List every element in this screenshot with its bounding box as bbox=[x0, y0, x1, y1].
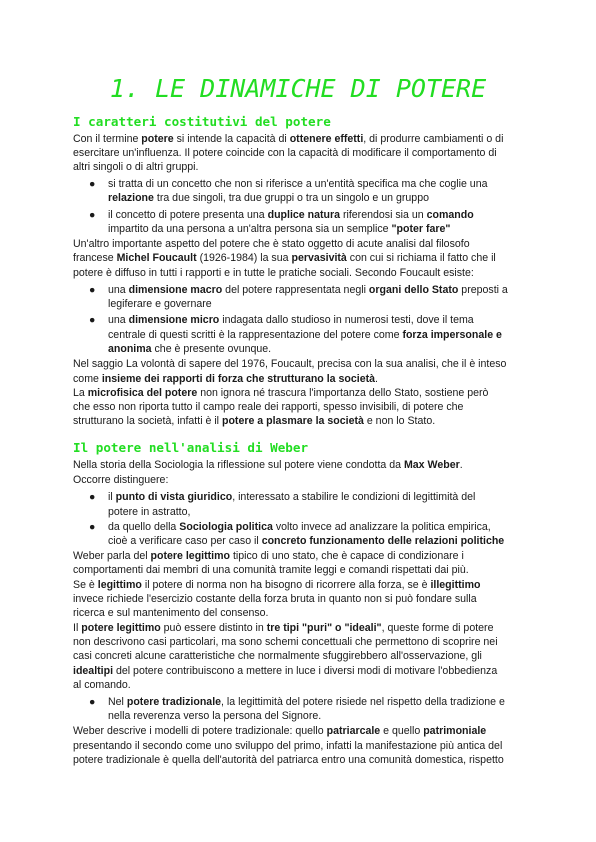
text-run: del potere rappresentata negli bbox=[222, 284, 369, 296]
text-run: . bbox=[375, 373, 378, 385]
bold-term: comando bbox=[426, 209, 474, 221]
text-run: potere in astratto, bbox=[108, 506, 191, 518]
paragraph-line bbox=[73, 621, 493, 635]
text-run: può essere distinto in bbox=[160, 622, 267, 634]
text-run: e non lo Stato. bbox=[363, 415, 436, 427]
text-run: , la legittimità del potere risiede nel rispetto della tradizione e bbox=[221, 696, 505, 708]
text-run: Se è bbox=[73, 579, 98, 591]
text-run: Il bbox=[73, 622, 82, 634]
text-run: invece richiede l'esercizio costante della forza bruta in quanto non si può fondare sulla bbox=[73, 593, 477, 605]
text-run: comportamenti dai membri di una comunità tramite leggi e comandi rispettati dai più. bbox=[73, 564, 469, 576]
bold-term: dimensione micro bbox=[128, 314, 220, 326]
paragraph-line bbox=[73, 753, 504, 767]
bold-term: dimensione macro bbox=[128, 284, 223, 296]
bold-term: ottenere effetti bbox=[289, 133, 364, 145]
bullet-icon: ● bbox=[89, 209, 96, 221]
section-heading-weber: Il potere nell'analisi di Weber bbox=[73, 440, 309, 455]
text-run: che è presente ovunque. bbox=[151, 343, 272, 355]
paragraph-line bbox=[73, 372, 378, 386]
bold-term: "poter fare" bbox=[391, 223, 451, 235]
text-run: come bbox=[73, 373, 102, 385]
text-run: Nella storia della Sociologia la riflessione sul potere viene condotta da bbox=[73, 459, 404, 471]
text-run: Weber descrive i modelli di potere tradizionale: quello bbox=[73, 725, 327, 737]
text-run: si tratta di un concetto che non si riferisce a un'entità specifica ma che coglie una bbox=[108, 178, 488, 190]
list-item-line bbox=[108, 709, 321, 723]
text-run: preposti a bbox=[458, 284, 508, 296]
paragraph-line bbox=[73, 678, 131, 692]
bold-term: patrimoniale bbox=[423, 725, 487, 737]
text-run: da quello della bbox=[108, 521, 180, 533]
paragraph-line bbox=[73, 357, 506, 371]
text-run: e quello bbox=[380, 725, 424, 737]
paragraph-line bbox=[73, 649, 482, 663]
list-item-line bbox=[108, 191, 429, 205]
bold-term: potere a plasmare la società bbox=[221, 415, 364, 427]
bold-term: duplice natura bbox=[267, 209, 341, 221]
text-run: con cui si richiama il fatto che il bbox=[346, 252, 496, 264]
bold-term: microfisica del potere bbox=[87, 387, 198, 399]
bold-term: illegittimo bbox=[430, 579, 481, 591]
bold-term: potere legittimo bbox=[150, 550, 231, 562]
text-run: Nel saggio La volontà di sapere del 1976, Foucault, precisa con la sua analisi, che il è inteso bbox=[73, 358, 507, 370]
list-item-line bbox=[108, 283, 508, 297]
text-run: tipico di uno stato, che è capace di condizionare i bbox=[230, 550, 464, 562]
text-run: il potere di norma non ha bisogno di ricorrere alla forza, se è bbox=[141, 579, 431, 591]
bold-term: potere bbox=[141, 133, 174, 145]
bold-term: concreto funzionamento delle relazioni politiche bbox=[261, 535, 505, 547]
paragraph-line bbox=[73, 160, 198, 174]
paragraph-line bbox=[73, 132, 503, 146]
text-run: al comando. bbox=[73, 679, 131, 691]
bold-term: insieme dei rapporti di forza che strutturano la società bbox=[101, 373, 376, 385]
text-run: . bbox=[459, 459, 463, 471]
list-item-line bbox=[108, 695, 505, 709]
text-run: una bbox=[108, 284, 129, 296]
section-heading-caratteri: I caratteri costitutivi del potere bbox=[73, 114, 331, 129]
paragraph-line bbox=[73, 664, 497, 678]
text-run: , queste forme di potere bbox=[381, 622, 494, 634]
paragraph-line bbox=[73, 400, 463, 414]
bullet-icon: ● bbox=[89, 696, 96, 708]
text-run: una bbox=[108, 314, 129, 326]
bullet-icon: ● bbox=[89, 284, 96, 296]
bold-term: potere legittimo bbox=[81, 622, 161, 634]
text-run: non ignora né trascura l'importanza dello Stato, sostiene però bbox=[197, 387, 489, 399]
paragraph-line bbox=[73, 266, 474, 280]
list-item-line bbox=[108, 534, 504, 548]
page-title: 1. LE DINAMICHE DI POTERE bbox=[109, 74, 487, 103]
text-run: centrale di questi scritti è la rappresentazione del potere come bbox=[108, 329, 403, 341]
text-run: potere è diffuso in tutti i rapporti e in tutte le pratiche sociali. Secondo Foucault esiste: bbox=[73, 267, 474, 279]
bold-term: pervasività bbox=[291, 252, 347, 264]
bold-term: tre tipi "puri" o "ideali" bbox=[266, 622, 382, 634]
list-item-line bbox=[108, 505, 190, 519]
text-run: (1926-1984) la sua bbox=[196, 252, 292, 264]
bold-term: Michel Foucault bbox=[116, 252, 197, 264]
paragraph-line bbox=[73, 549, 464, 563]
text-run: altri singoli o di altri gruppi. bbox=[73, 161, 199, 173]
list-item-line bbox=[108, 520, 491, 534]
text-run: Un'altro importante aspetto del potere che è stato oggetto di acute analisi dal filosofo bbox=[73, 238, 470, 250]
paragraph-line bbox=[73, 386, 488, 400]
list-item-line bbox=[108, 313, 474, 327]
paragraph-line bbox=[73, 473, 168, 487]
bullet-icon: ● bbox=[89, 178, 96, 190]
text-run: esercitare un'influenza. Il potere coincide con la capacità di modificare il comportamento di bbox=[73, 147, 497, 159]
text-run: Weber parla del bbox=[73, 550, 151, 562]
paragraph-line bbox=[73, 724, 486, 738]
text-run: nella reverenza verso la persona del Signore. bbox=[108, 710, 322, 722]
paragraph-line bbox=[73, 563, 469, 577]
text-run: Occorre distinguere: bbox=[73, 474, 169, 486]
bold-term: forza impersonale e bbox=[402, 329, 502, 341]
bold-term: punto di vista giuridico bbox=[115, 491, 233, 503]
bold-term: Max Weber bbox=[403, 459, 460, 471]
bold-term: anonima bbox=[108, 343, 152, 355]
paragraph-line bbox=[73, 606, 269, 620]
text-run: del potere contribuiscono a mettere in luce i diversi modi di motivare l'obbedienza bbox=[113, 665, 498, 677]
text-run: tra due singoli, tra due gruppi o tra un singolo e un gruppo bbox=[153, 192, 429, 204]
bold-term: Sociologia politica bbox=[179, 521, 273, 533]
text-run: non descrivono casi particolari, ma sono schemi concettuali che permettono di scoprire nei bbox=[73, 636, 498, 648]
bold-term: legittimo bbox=[97, 579, 142, 591]
text-run: , interessato a stabilire le condizioni di legittimità del bbox=[232, 491, 476, 503]
paragraph-line bbox=[73, 592, 477, 606]
text-run: Con il termine bbox=[73, 133, 142, 145]
text-run: riferendosi sia un bbox=[340, 209, 427, 221]
list-item-line bbox=[108, 222, 450, 236]
text-run: indagata dallo studioso in numerosi testi, dove il tema bbox=[219, 314, 474, 326]
paragraph-line bbox=[73, 635, 498, 649]
list-item-line bbox=[108, 342, 271, 356]
bold-term: patriarcale bbox=[326, 725, 381, 737]
bullet-icon: ● bbox=[89, 314, 96, 326]
text-run: cioè a verificare caso per caso il bbox=[108, 535, 262, 547]
bullet-icon: ● bbox=[89, 491, 96, 503]
text-run: potere tradizionale è quella dell'autorità del patriarca entro una comunità domestica, rispetto bbox=[73, 754, 504, 766]
text-run: presentando il secondo come uno sviluppo del primo, infatti la manifestazione più antica del bbox=[73, 740, 503, 752]
text-run: che esso non riporta tutto il campo reale dei rapporti, spesso invisibili, di potere che bbox=[73, 401, 464, 413]
list-item-line bbox=[108, 297, 212, 311]
list-item-line bbox=[108, 177, 488, 191]
text-run: francese bbox=[73, 252, 117, 264]
paragraph-line bbox=[73, 458, 463, 472]
text-run: Nel bbox=[108, 696, 127, 708]
paragraph-line bbox=[73, 578, 480, 592]
text-run: legiferare e governare bbox=[108, 298, 212, 310]
paragraph-line bbox=[73, 146, 497, 160]
paragraph-line bbox=[73, 251, 496, 265]
bold-term: organi dello Stato bbox=[368, 284, 459, 296]
text-run: La bbox=[73, 387, 88, 399]
text-run: si intende la capacità di bbox=[173, 133, 290, 145]
text-run: impartito da una persona a un'altra persona sia un semplice bbox=[108, 223, 392, 235]
list-item-line bbox=[108, 208, 474, 222]
list-item-line bbox=[108, 328, 502, 342]
paragraph-line bbox=[73, 414, 435, 428]
bullet-icon: ● bbox=[89, 521, 96, 533]
text-run: volto invece ad analizzare la politica empirica, bbox=[272, 521, 491, 533]
text-run: ricerca e sul mantenimento del consenso. bbox=[73, 607, 269, 619]
text-run: , di produrre cambiamenti o di bbox=[363, 133, 504, 145]
bold-term: potere tradizionale bbox=[126, 696, 222, 708]
bold-term: relazione bbox=[108, 192, 154, 204]
paragraph-line bbox=[73, 237, 470, 251]
text-run: strutturano la società, infatti è il bbox=[73, 415, 222, 427]
bold-term: idealtipi bbox=[73, 665, 114, 677]
list-item-line bbox=[108, 490, 475, 504]
text-run: il bbox=[108, 491, 116, 503]
text-run: il concetto di potere presenta una bbox=[108, 209, 268, 221]
paragraph-line bbox=[73, 739, 502, 753]
text-run: casi concreti alcune caratteristiche che normalmente sfuggirebbero all'osservazione, gli bbox=[73, 650, 482, 662]
